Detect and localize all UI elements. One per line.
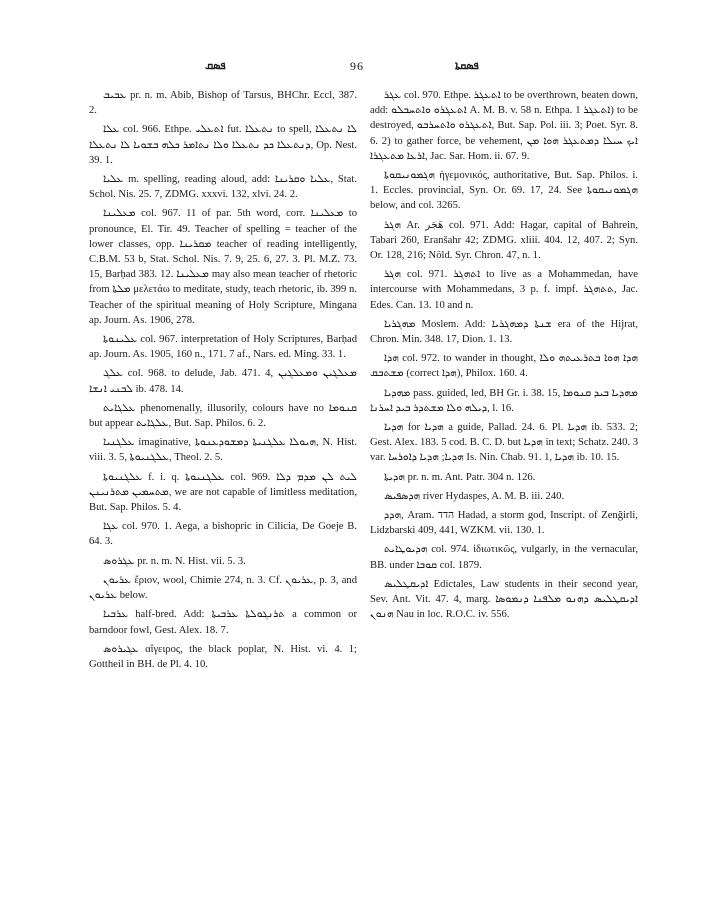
dictionary-entry: ܡܥܠܝܢܐ col. 967. 11 of par. 5th word, corr. ܡܥܠܝܢܐ to pronounce, El. Tir. 49. Teacher of spelling = teacher of the lower classes, opp. ܡܩܪܝܢܐ teacher of reading intelligently, C.B.M. 53 b, Stat. Schol. Nis. 7. 9, 25. 6, 27. 3. Pl. M.Z. 73. 15, Barḥad 383. 12. ܡܥܠܝܢܐ may also mean teacher of rhetoric from ܡܠܬܐ μελετάω to meditate, study, teach rhetoric, ib. 399 n. Teacher of the spiritual meaning of Holy Scripture, Mingana ap. Journ. As. 1906, 278. — [89, 208, 357, 326]
header-right-word: ܦܣܩܬܐ — [455, 59, 479, 72]
dictionary-entry: ܥܓܪ col. 970. Ethpe. ܐܬܥܓܪ to be overthrown, beaten down, add: ܐܬܥܓܪܘ ܘܐܬܚܒܠܘ A. M. B. v. 58 n. Ethpa. ܐܬܥܓܪ 1) to be destroyed, ܐܬܥܓܪܘ ܘܐܬܚܪܒܘ, But. Sap. Pol. iii. 3; Poet. Syr. 8. 6. 2) to gather force, be vehement, ܐܝܟ ܚܝܠܐ ܕܡܬܥܓܪ ܗܘܐ ܡܢ ܐܪܥܐ ܡܬܥܓܪܐ, Jac. Sar. Hom. ii. 67. 9. — [370, 90, 638, 162]
dictionary-entry: ܥܠܝܐ m. spelling, reading aloud, add: ܥܠܝܐ ܘܩܪܝܢܐ, Stat. Schol. Nis. 25. 7, ZDMG. xxxvi. 132, xlvi. 24. 2. — [89, 174, 357, 201]
dictionary-entry: ܥܠܐ col. 966. Ethpe. ܐܬܥܠܝ fut. ܢܬܥܠܐ to spell, ܠܐ ܢܬܥܠܐ ܕܢܬܥܠܐ ܟܕ ܢܬܥܠܐ ܘܠܐ ܢܬܐܡܪ ܟܠܗ ܒܫܘܝܐ ܠܐ ܢܬܥܠܐ, Op. Nest. 39. 1. — [89, 124, 357, 166]
dictionary-entry: ܥܠܓܐܝܬ phenomenally, illusorily, colours have no ܩܢܘܡܐ but appear ܥܠܓܐܝܬ, But. Sap. Philos. 6. 2. — [89, 402, 357, 430]
dictionary-entry: ܗܕܝܘܛܐܝܬ col. 974. ἰδιωτικῶς, vulgarly, in the vernacular, BB. under ܩܘܒܐ col. 1879. — [370, 544, 638, 571]
dictionary-entry: ܗܕܝܐ for ܗܕܝܐ a guide, Pallad. 24. 6. Pl. ܗܕܝܐ ib. 533. 2; Gest. Alex. 183. 5 cod. B. C. D. but ܗܕܝܐ in text; Schatz. 240. 3 var. ܗܕܝܐ; ܗܕܝܐ ܕܐܘܪܚܐ Is. Nin. Chab. 91. 1, ܗܕܝܐ ib. 10. 15. — [370, 422, 638, 464]
dictionary-entry: ܥܪܝܘܢ ἔριον, wool, Chimie 274, n. 3. Cf. ܥܪܝܘܢ, p. 3, and ܥܪܝܘܢ below. — [89, 574, 357, 602]
dictionary-entry: ܥܓܝܪܘܣ αἴγειρος, the black poplar, N. Hist. vi. 4. 1; Gottheil in BH. de Pl. 4. 10. — [89, 643, 357, 670]
right-column — [370, 88, 638, 627]
dictionary-entry: ܥܒܝܒ pr. n. m. Abib, Bishop of Tarsus, BHChr. Eccl, 387. 2. — [89, 90, 357, 117]
dictionary-entry: ܥܠܝܢܘܬܐ col. 967. interpretation of Holy Scriptures, Barḥad ap. Journ. As. 1905, 160 n., 171. 7 af., Nars. ed. Ming. 33. 1. — [89, 334, 357, 361]
dictionary-entry: ܥܪܒܝܐ half-bred. Add: ܬܪܢܓܘܠܬܐ ܥܪܒܝܬܐ a common or barndoor fowl, Gest. Alex. 18. 7. — [89, 609, 357, 636]
dictionary-entry: ܥܠܓܢܝܐ imaginative, ܗܝܘܠܐ ܥܠܓܢܝܬܐ ܕܡܫܘܕܥܢܘܬܐ, N. Hist. viii. 3. 5, ܥܠܓܢܝܘܬܐ, Theol. 2. 5. — [89, 437, 357, 464]
dictionary-entry: ܗܓܡܘܢܝܩܘܬܐ ἡγεμονικός, authoritative, But. Sap. Philos. i. 1. Eccles. provincial, Syn. Or. 69. 17, 24. See ܗܓܡܘܢܝܩܘܬܐ below, and col. 3265. — [370, 170, 638, 212]
dictionary-entry: ܥܠܓܢܝܘܬܐ f. i. q. ܥܠܓܢܝܘܬܐ col. 969. ܠܝܬ ܠܢ ܡܕܡ ܕܠܐ ܡܬܚܡܝܢ ܡܬܪܢܝܢܢ, we are not capable of limitless meditation, But. Sap. Philos. 5. 4. — [89, 471, 357, 514]
dictionary-entry: ܗܓܪ Ar. هَجَر col. 971. Add: Hagar, capital of Bahrein, Tabari 260, Eranšahr 42; ZDMG. xliii. 404. 12, 407. 2; Syn. Or. 128, 216; Nöld. Syr. Chron. 47, n. 1. — [370, 219, 638, 262]
left-column — [89, 88, 357, 676]
dictionary-entry: ܗܕܕ, Aram. הדד Hadad, a storm god, Inscript. of Zenğirli, Lidzbarski 409, 441, WZKM. vii. 130. 1. — [370, 510, 638, 537]
dictionary-entry: ܡܗܕܝܐ pass. guided, led, BH Gr. i. 38. 15, ܡܗܕܝܐ ܒܝܕ ܩܢܘܡܐ ܕܝܠܗ ܘܠܐ ܡܫܬܕܪ ܒܝܕ ܐܚܪܢܐ, l. 16. — [370, 387, 638, 414]
dictionary-entry: ܗܕܣܦܝܣ river Hydaspes, A. M. B. iii. 240. — [384, 490, 565, 502]
dictionary-entry: ܐܕܝܩܛܠܝܣ Edictales, Law students in their second year, Sev. Ant. Vit. 47. 4, marg. ܐܕܝܩܛܠܝܣ ܕܗܢܘ ܡܠܦܢܐ ܕܢܡܘܣܐ ܗܢܘܢ Nau in loc. R.O.C. iv. 556. — [370, 578, 638, 621]
dictionary-entry: ܥܠܓ col. 968. to delude, Jab. 471. 4, ܡܥܠܓܝܢ ܘܡܥܠܓܝܢ ܠܒܢܝ ܐܢܫܐ ib. 478. 14. — [89, 368, 358, 395]
dictionary-entry: ܥܓܪܘܣ pr. n. m. N. Hist. vii. 5. 3. — [103, 555, 246, 567]
header-left-word: ܦܣܩ — [205, 59, 226, 72]
dictionary-entry: ܗܓܪ col. 971. ܐܬܗܓܪ to live as a Mohammedan, have intercourse with Mohammedans, 3 p. f. impf. ܬܬܗܓܪ, Jac. Edes. Can. 13. 10 and n. — [370, 269, 638, 311]
dictionary-entry: ܗܕܐ col. 972. to wander in thought, ܗܕܐ ܗܘܐ ܒܬܪܥܝܬܗ ܘܠܐ ܡܫܬܒܩ (correct ܗܕܐ), Philox. 160. 4. — [370, 353, 638, 380]
dictionary-entry: ܥܓܐ col. 970. 1. Aega, a bishopric in Cilicia, De Goeje B. 64. 3. — [89, 521, 357, 548]
dictionary-entry: ܡܗܓܪܝܐ Moslem. Add: ܫܢܬܐ ܕܡܗܓܪܝܐ era of the Hijrat, Chron. Min. 348. 17, Dion. 1. 13. — [370, 318, 639, 346]
page-number: 96 — [350, 59, 364, 73]
dictionary-entry: ܗܕܝܬܐ pr. n. m. Ant. Patr. 304 n. 126. — [384, 471, 536, 483]
